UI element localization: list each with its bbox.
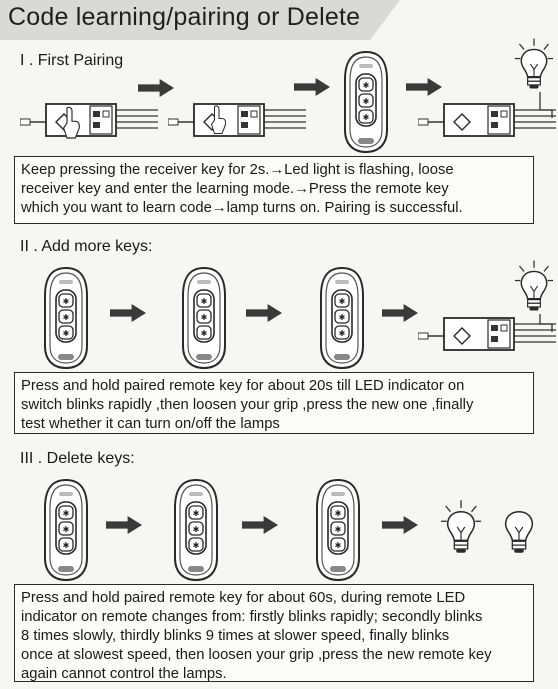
delete-keys-instructions [14, 584, 534, 682]
light-bulb-on-icon [515, 39, 553, 89]
light-bulb-on-icon [441, 500, 481, 552]
instruction-line: Press and hold paired remote key for about 60s, during remote LED [21, 590, 466, 606]
remote-control-icon [175, 480, 217, 580]
right-arrow-icon [406, 78, 442, 96]
remote-control-icon [345, 52, 387, 152]
instruction-line: test whether it can turn on/off the lamps [21, 416, 280, 432]
receiver-module-icon [168, 104, 306, 136]
right-arrow-icon [110, 304, 146, 322]
right-arrow-icon [242, 516, 278, 534]
section-title-first-pairing: I . First Pairing [20, 52, 124, 69]
page-title: Code learning/pairing or Delete [8, 3, 361, 31]
first-pairing-instructions [14, 156, 534, 224]
instruction-line: Press and hold paired remote key for about 20s till LED indicator on [21, 378, 465, 394]
right-arrow-icon [138, 79, 174, 97]
instruction-line: switch blinks rapidly ,then loosen your grip ,press the new one ,finally [21, 397, 474, 413]
receiver-module-icon [20, 104, 158, 136]
add-more-keys-instructions [14, 372, 534, 434]
delete-keys-diagram [0, 474, 558, 584]
light-bulb-on-icon [515, 261, 553, 311]
remote-control-icon [183, 268, 225, 368]
add-more-keys-diagram [0, 262, 558, 372]
remote-control-icon [317, 480, 359, 580]
instruction-line: 8 times slowly, thirdly blinks 9 times at slower speed, finally blinks [21, 628, 450, 644]
instruction-line: Keep pressing the receiver key for 2s.→Led light is flashing, loose [21, 162, 454, 178]
receiver-module-icon [418, 104, 556, 136]
section-title-add-more-keys: II . Add more keys: [20, 238, 153, 255]
page-header [0, 0, 558, 44]
right-arrow-icon [294, 78, 330, 96]
first-pairing-diagram [0, 44, 558, 156]
instruction-line: receiver key and enter the learning mode.→Press the remote key [21, 181, 449, 197]
right-arrow-icon [246, 304, 282, 322]
remote-control-icon [321, 268, 363, 368]
instruction-line: once at slowest speed, then loosen your grip ,press the new remote key [21, 647, 492, 663]
right-arrow-icon [382, 516, 418, 534]
instruction-line: which you want to learn code→lamp turns on. Pairing is successful. [21, 200, 463, 216]
right-arrow-icon [382, 304, 418, 322]
light-bulb-off-icon [506, 512, 533, 553]
section-title-delete-keys: III . Delete keys: [20, 450, 135, 467]
receiver-module-icon [418, 318, 556, 350]
right-arrow-icon [106, 516, 142, 534]
remote-control-icon [45, 480, 87, 580]
instruction-line: again cannot control the lamps. [21, 666, 227, 682]
instruction-line: indicator on remote changes from: firstly blinks rapidly; secondly blinks [21, 609, 483, 625]
remote-control-icon [45, 268, 87, 368]
